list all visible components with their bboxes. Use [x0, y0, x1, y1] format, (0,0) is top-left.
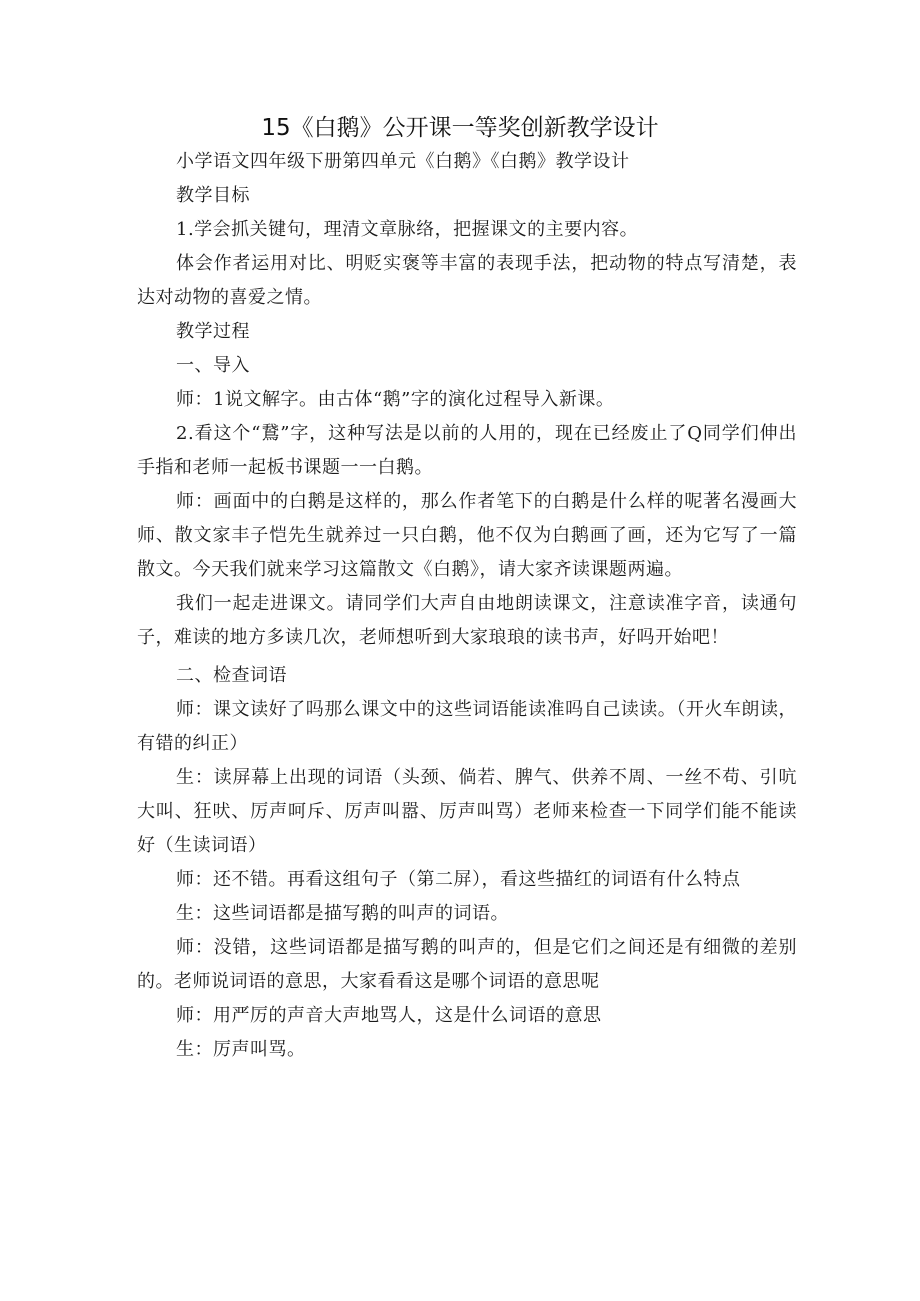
paragraph-heading-process: 教学过程 — [176, 321, 250, 342]
paragraph-goal-2: 体会作者运用对比、明贬实褒等丰富的表现手法，把动物的特点写清楚，表达对动物的喜爱之情。 — [137, 253, 797, 308]
paragraph-student-1: 生：读屏幕上出现的词语（头颈、倘若、脾气、供养不周、一丝不苟、引吭大叫、狂吠、厉声呵斥、厉声叫嚣、厉声叫骂）老师来检查一下同学们能不能读好（生读词语） — [137, 767, 797, 856]
paragraph-teacher-1: 师：1说文解字。由古体“鹅”字的演化过程导入新课。 — [176, 389, 615, 410]
paragraph-student-2: 生：这些词语都是描写鹅的叫声的词语。 — [176, 903, 509, 924]
paragraph-teacher-2: 2.看这个“鵞”字，这种写法是以前的人用的，现在已经废止了Q同学们伸出手指和老师一起板书课题一一白鹅。 — [137, 423, 797, 478]
paragraph-section-intro: 一、导入 — [176, 355, 250, 376]
document-body — [137, 145, 797, 1067]
paragraph-teacher-3: 师：画面中的白鹅是这样的，那么作者笔下的白鹅是什么样的呢著名漫画大师、散文家丰子恺先生就养过一只白鹅，他不仅为白鹅画了画，还为它写了一篇散文。今天我们就来学习这篇散文《白鹅》，请大家齐读课题两遍。 — [137, 491, 797, 580]
paragraph-heading-goals: 教学目标 — [176, 185, 250, 206]
paragraph-teacher-7: 师：用严厉的声音大声地骂人，这是什么词语的意思 — [176, 1005, 602, 1026]
paragraph-section-words: 二、检查词语 — [176, 665, 287, 686]
paragraph-goal-1: 1.学会抓关键句，理清文章脉络，把握课文的主要内容。 — [176, 219, 639, 240]
paragraph-teacher-4: 师：课文读好了吗那么课文中的这些词语能读准吗自己读读。（开火车朗读，有错的纠正） — [137, 699, 797, 754]
paragraph-reading: 我们一起走进课文。请同学们大声自由地朗读课文，注意读准字音，读通句子，难读的地方多读几次，老师想听到大家琅琅的读书声，好吗开始吧！ — [137, 593, 797, 648]
document-title: 15《白鹅》公开课一等奖创新教学设计 — [261, 115, 659, 141]
paragraph-subtitle: 小学语文四年级下册第四单元《白鹅》《白鹅》教学设计 — [176, 151, 630, 172]
paragraph-student-3: 生：厉声叫骂。 — [176, 1039, 306, 1060]
paragraph-teacher-5: 师：还不错。再看这组句子（第二屏），看这些描红的词语有什么特点 — [176, 869, 741, 890]
paragraph-teacher-6: 师：没错，这些词语都是描写鹅的叫声的，但是它们之间还是有细微的差别的。老师说词语的意思，大家看看这是哪个词语的意思呢 — [137, 937, 797, 992]
